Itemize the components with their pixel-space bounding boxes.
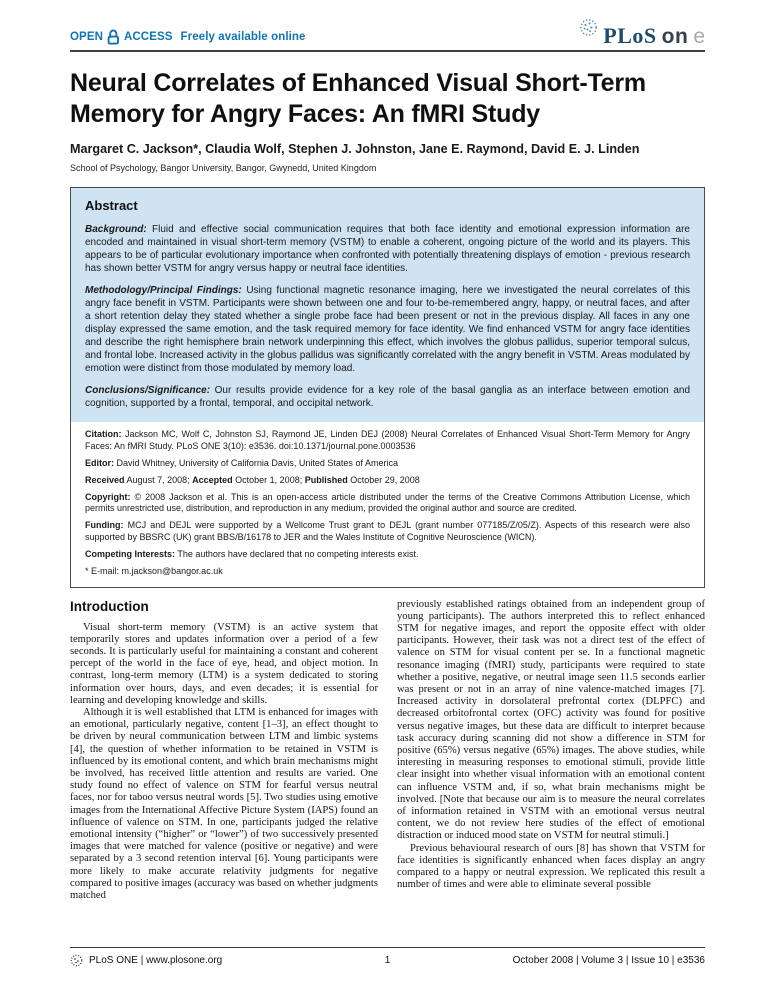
affiliation-line: School of Psychology, Bangor University, Bangor, Gwynedd, United Kingdom [70,163,377,173]
abstract-background-paragraph [85,223,690,275]
funding-label: Funding: [85,520,124,530]
footer-journal [70,954,385,967]
dates-line [85,475,690,487]
abstract-background-text: Fluid and effective social communication requires that both face identity and emotional expression information are encoded and maintained in visual short-term memory (VSTM) to enable a coherent, ongoing picture of the world and its players. This appears to be of particular evolutionary importance when confronted with potentially threatening displays of emotion - previous research has shown better VSTM for angry versus happy or neutral face identities. [85,224,690,274]
abstract-heading: Abstract [85,198,138,213]
copyright-label: Copyright: [85,491,131,502]
globe-icon [579,24,598,47]
authors-line: Margaret C. Jackson*, Claudia Wolf, Stephen J. Johnston, Jane E. Raymond, David E. J. Linden [70,142,640,156]
journal-header [70,24,705,52]
abstract-section [71,188,704,422]
copyright-line [85,492,690,515]
intro-paragraph-3: Previous behavioural research of ours [8] has shown that VSTM for face identities is significantly enhanced when faces display an angry compared to a happy or neutral expression. We replicated this result a number of times and were able to eliminate several possible [397,842,705,891]
footer-journal-text: PLoS ONE | www.plosone.org [89,955,223,966]
accepted-date: October 1, 2008; [235,474,303,485]
funding-text: MCJ and DEJL were supported by a Wellcome Trust grant to DEJL (grant number 077185/Z/05/Z). Aspects of this research were also supported by BBSRC (UK) grant BBS/B/16178 to JER and the Wales Institute of Cognitive Neuroscience (WICN). [85,520,690,542]
abstract-methodology-text: Using functional magnetic resonance imaging, here we investigated the neural correlates of this angry face benefit in VSTM. Participants were shown between one and four to-be-remembered angry, happy, or neutral faces, and after a short retention delay they stated whether a single probe face had been present or not in the previous display. All faces in any one display expressed the same emotion, and the task required memory for face identity. We find enhanced VSTM for angry face identities and describe the right hemisphere brain network underpinning this effect, which involves the globus pallidus, superior temporal sulcus, and frontal lobe. Increased activity in the globus pallidus was significantly correlated with the angry benefit in VSTM. Areas modulated by emotion were distinct from those modulated by memory load. [85,285,690,374]
page-footer [70,947,705,967]
abstract-conclusions-label: Conclusions/Significance: [85,385,211,396]
intro-paragraph-1: Visual short-term memory (VSTM) is an active system that temporarily stores and updates information over a period of a few seconds. It is particularly useful for maintaining a constant and coherent percept of the world in the face of eye, head, and object motion. In contrast, long-term memory (LTM) is a system dedicated to storing information over hours, days, and even decades; it is essential for learning and developing knowledge and skills. [70,621,378,706]
citation-line [85,429,690,452]
abstract-box [70,187,705,588]
introduction-heading: Introduction [70,598,149,614]
funding-line [85,520,690,543]
intro-paragraph-2: Although it is well established that LTM is enhanced for images with an emotional, particularly negative, content [1–3], an effect thought to be driven by neural communication between LTM and limbic systems [4], the question of whether information to be retained in VSTM is influenced by its emotional content, and which brain mechanisms might be involved, has received little attention and results are varied. One study found no effect of valence on STM for fearful versus neutral faces, nor for taboo versus neutral words [5]. Two studies using emotive images from the International Affective Picture System (IAPS) found an influence of valence on STM. In one, participants judged the relative emotional intensity (“higher” or “lower”) of two successively presented images that were matched for valence (positive or negative) and were separated by a 3 second retention interval [6]. Young participants were more likely to make accurate relativity judgments for negative compared to positive images (accuracy was based on whether judgments matched [70,706,378,901]
logo-one-light-text: e [693,25,705,48]
published-label: Published [304,474,348,485]
footer-issue-info: October 2008 | Volume 3 | Issue 10 | e3536 [512,955,705,966]
left-column [70,599,378,903]
competing-interests-label: Competing Interests: [85,548,176,559]
open-lock-icon [107,29,120,45]
article-metadata-section [71,422,704,587]
copyright-text: © 2008 Jackson et al. This is an open-access article distributed under the terms of the Creative Commons Attribution License, which permits unrestricted use, distribution, and reproduction in any medium, provided the original author and source are credited. [85,491,690,513]
abstract-conclusions-text: Our results provide evidence for a key role of the basal ganglia as an interface between emotion and cognition, supported by a frontal, temporal, and occipital network. [85,385,691,409]
globe-icon [70,954,83,967]
citation-label: Citation: [85,429,122,439]
open-access-tagline: Freely available online [180,31,306,43]
received-label: Received [85,474,125,485]
footer-page-number: 1 [384,955,391,966]
open-access-open-label: OPEN [70,31,103,43]
received-date: August 7, 2008; [126,474,190,485]
editor-text: David Whitney, University of California Davis, United States of America [116,457,398,468]
editor-line [85,458,690,470]
open-access-banner [70,29,306,47]
body-columns [70,599,705,903]
abstract-conclusions-paragraph [85,384,690,410]
abstract-methodology-label: Methodology/Principal Findings: [85,285,242,296]
right-column [397,599,705,903]
plos-one-logo [579,24,705,47]
logo-plos-text: PLoS [603,23,657,48]
citation-text: Jackson MC, Wolf C, Johnston SJ, Raymond JE, Linden DEJ (2008) Neural Correlates of Enhanced Visual Short-Term Memory for Angry Faces: An fMRI Study. PLoS ONE 3(10): e3536. doi:10.1371/journal.pone.0003536 [85,429,690,451]
accepted-label: Accepted [192,474,233,485]
competing-interests-text: The authors have declared that no competing interests exist. [177,548,419,559]
competing-interests-line [85,549,690,561]
page-title: Neural Correlates of Enhanced Visual Short-Term Memory for Angry Faces: An fMRI Study [70,69,646,128]
intro-paragraph-2-continued: previously established ratings obtained from an independent group of young participants). The authors interpreted this to reflect enhanced STM for negative images, and report the opposite effect with older participants. However, their task was not a direct test of the effect of valence on STM for visual content per se. In a functional magnetic resonance imaging (fMRI) study, participants were required to state whether a positive, negative, or neutral image seen 11.5 seconds earlier was present or not in an array of nine valence-matched images [7]. Increased activity in dorsolateral prefrontal cortex (DLPFC) and decreased orbitofrontal cortex (OFC) activity was found for positive versus negative images, but these data are difficult to interpret because task accuracy during scanning did not show a difference in STM for positive (65%) versus negative (65%) images. The above studies, while interesting in measuring responses to emotional stimuli, provide little clear insight into whether visual information with an emotional content can influence VSTM and, if so, what brain mechanisms might be involved. [Note that because our aim is to measure the neural correlates of information retained in VSTM with an emotional versus neutral content, we do not review here studies of the effect of emotional distraction or induced mood state on VSTM for neutral stimuli.] [397,598,705,842]
abstract-methodology-paragraph [85,284,690,375]
email-line: * E-mail: m.jackson@bangor.ac.uk [85,565,223,576]
published-date: October 29, 2008 [350,474,420,485]
open-access-access-label: ACCESS [124,31,173,43]
logo-one-bold-text: on [661,25,689,48]
abstract-background-label: Background: [85,224,147,235]
editor-label: Editor: [85,457,114,468]
